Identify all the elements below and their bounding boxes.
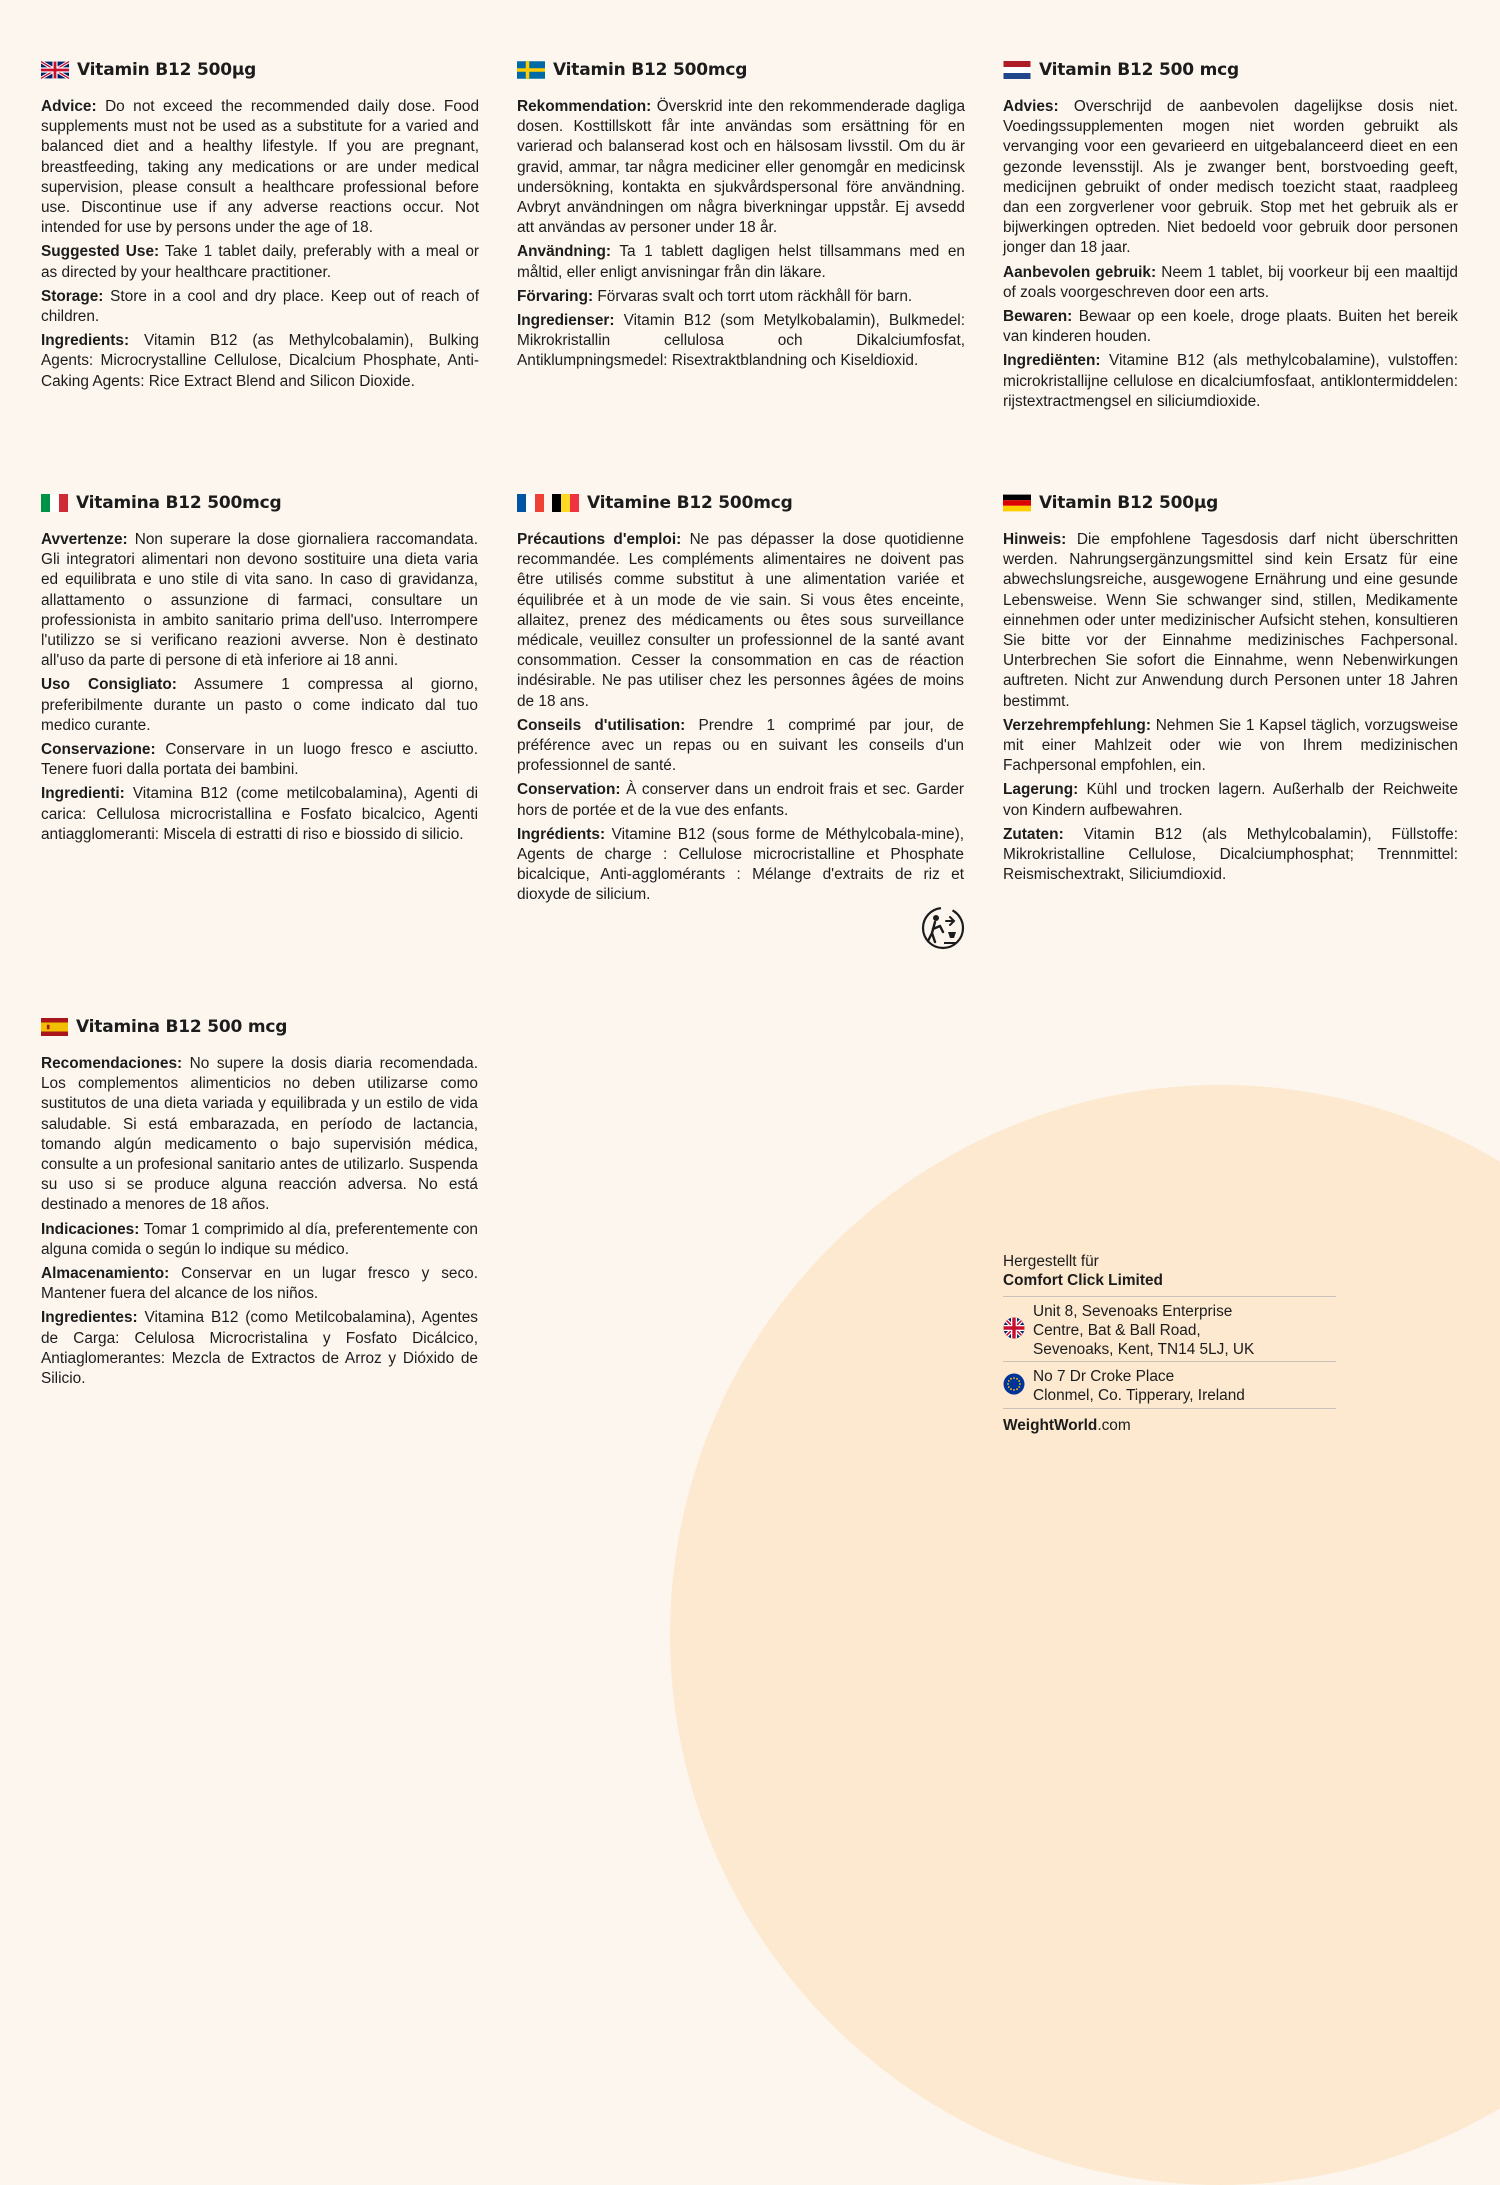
- section-italian: [41, 488, 478, 849]
- france-flag-icon: [517, 494, 544, 512]
- sweden-flag-icon: [517, 61, 545, 79]
- storage-paragraph: Förvaring: Förvaras svalt och torrt utom räckhåll för barn.: [517, 287, 913, 305]
- use-paragraph: Verzehrempfehlung: Nehmen Sie 1 Kapsel täglich, vorzugsweise mit einer Mahlzeit oder wie von Ihrem medizinischen Fachpersonal empfohlen, ein.: [1003, 716, 1459, 775]
- use-paragraph: Användning: Ta 1 tablett dagligen helst tillsammans med en måltid, eller enligt anvisningar från din läkare.: [517, 243, 965, 281]
- ingredients-paragraph: Zutaten: Vitamin B12 (als Methylcobalamin), Füllstoffe: Mikrokristalline Cellulose, Dicalciumphosphat; Trennmittel: Reismischextrakt, Siliciumdioxid.: [1003, 825, 1458, 884]
- section-title: Vitamin B12 500 mcg: [1039, 60, 1239, 80]
- address-line: No 7 Dr Croke Place: [1033, 1368, 1175, 1385]
- ingredients-paragraph: Ingredienser: Vitamin B12 (som Metylkobalamin), Bulkmedel: Mikrokristallin cellulosa och Dikalciumfosfat, Antiklumpningsmedel: Risextraktblandning och Kiseldioxid.: [517, 312, 965, 370]
- made-for-label: Hergestellt für: [1003, 1253, 1099, 1270]
- advice-paragraph: Advies: Overschrijd de aanbevolen dagelijkse dosis niet. Voedingssupplementen mogen niet worden gebruikt als vervanging voor een gevarieerd en uitgebalanceerd dieet en een gezonde levensstijl. Als je zwanger bent, borstvoeding geeft, medicijnen gebruikt of onder medisch toezicht staat, raadpleeg dan een zorgverlener voor gebruik. Stop met het gebruik als er bijwerkingen optreden. Niet bedoeld voor gebruik door personen jonger dan 18 jaar.: [1003, 98, 1458, 257]
- belgium-flag-icon: [552, 494, 579, 512]
- section-french: [517, 488, 964, 910]
- section-title-row: [1003, 55, 1458, 85]
- section-title-row: [517, 55, 965, 85]
- section-title: Vitamin B12 500µg: [1039, 493, 1219, 513]
- uk-address: [1033, 1302, 1254, 1359]
- uk-address-row: [1003, 1296, 1336, 1361]
- uk-flag-icon: [41, 61, 69, 79]
- ingredients-paragraph: Ingredients: Vitamin B12 (as Methylcobalamin), Bulking Agents: Microcrystalline Cellulose, Dicalcium Phosphate, Anti-Caking Agents: Rice Extract Blend and Silicon Dioxide.: [41, 332, 479, 390]
- ie-address: [1033, 1367, 1245, 1405]
- advice-paragraph: Rekommendation: Överskrid inte den rekommenderade dagliga dosen. Kosttillskott får inte användas som ersättning för en varierad och balanserad kost och en hälsosam livsstil. Om du är gravid, ammar, tar några mediciner eller genomgår en medicinsk undersökning, kontakta en sjukvårdspersonal före användning. Avbryt användningen om några biverkningar uppstår. Ej avsedd att användas av personer under 18 år.: [517, 98, 966, 237]
- use-paragraph: Indicaciones: Tomar 1 comprimido al día, preferentemente con alguna comida o según lo indique su médico.: [41, 1220, 478, 1258]
- section-swedish: [517, 55, 965, 376]
- advice-paragraph: Précautions d'emploi: Ne pas dépasser la dose quotidienne recommandée. Les compléments alimentaires ne doivent pas être utilisés comme substitut à une alimentation variée et équilibrée et à un mode de vie sain. Si vous êtes enceinte, allaitez, prenez des médicaments ou êtes sous surveillance médicale, veuillez consulter un professionnel de la santé avant consommation. Cesser la consommation en cas de réaction indésirable. Ne pas utiliser chez les personnes âgées de moins de 18 ans.: [517, 531, 964, 710]
- section-title-row: [41, 1012, 478, 1042]
- use-paragraph: Aanbevolen gebruik: Neem 1 tablet, bij voorkeur bij een maaltijd of zoals voorgeschreven door een arts.: [1003, 263, 1458, 301]
- ingredients-paragraph: Ingredienti: Vitamina B12 (come metilcobalamina), Agenti di carica: Cellulosa microcristallina e Fosfato bicalcico, Agenti antiagglomeranti: Miscela di estratti di riso e biossido di silicio.: [41, 785, 478, 843]
- brand-url: WeightWorld.com: [1003, 1417, 1131, 1434]
- ie-address-row: [1003, 1361, 1336, 1409]
- netherlands-flag-icon: [1003, 61, 1031, 79]
- storage-paragraph: Bewaren: Bewaar op een koele, droge plaats. Buiten het bereik van kinderen houden.: [1003, 308, 1459, 346]
- use-paragraph: Suggested Use: Take 1 tablet daily, preferably with a meal or as directed by your healthcare practitioner.: [41, 243, 480, 281]
- storage-paragraph: Conservation: À conserver dans un endroit frais et sec. Garder hors de portée et de la vue des enfants.: [517, 781, 965, 819]
- use-paragraph: Uso Consigliato: Assumere 1 compressa al giorno, preferibilmente durante un pasto o come indicato dal tuo medico curante.: [41, 676, 478, 734]
- advice-paragraph: Recomendaciones: No supere la dosis diaria recomendada. Los complementos alimenticios no deben utilizarse como sustitutos de una dieta variada y equilibrada y un estilo de vida saludable. Si está embarazada, en período de lactancia, tomando algún medicamento o bajo supervisión médica, consulte a un profesional sanitario antes de utilizarlo. Suspenda su uso si se produce alguna reacción adversa. No está destinado a menores de 18 años.: [41, 1055, 478, 1214]
- uk-flag-icon: [1003, 1317, 1025, 1344]
- ingredients-paragraph: Ingrediënten: Vitamine B12 (als methylcobalamine), vulstoffen: microkristallijne cellulose en dicalciumfosfaat, antiklontermiddelen: rijstextractmengsel en siliciumdioxide.: [1003, 352, 1458, 410]
- section-title: Vitamina B12 500 mcg: [76, 1017, 288, 1037]
- spain-flag-icon: [41, 1018, 68, 1036]
- triman-recycle-icon: [920, 905, 966, 956]
- address-line: Unit 8, Sevenoaks Enterprise: [1033, 1303, 1233, 1320]
- address-line: Sevenoaks, Kent, TN14 5LJ, UK: [1033, 1341, 1255, 1358]
- section-dutch: [1003, 55, 1458, 416]
- section-german: [1003, 488, 1458, 889]
- section-title: Vitamin B12 500µg: [77, 60, 257, 80]
- italy-flag-icon: [41, 494, 68, 512]
- address-line: Clonmel, Co. Tipperary, Ireland: [1033, 1387, 1245, 1404]
- section-title: Vitamina B12 500mcg: [76, 493, 282, 513]
- manufacturer-address-block: [1003, 1252, 1336, 1435]
- section-title: Vitamine B12 500mcg: [587, 493, 793, 513]
- section-title-row: [1003, 488, 1458, 518]
- address-line: Centre, Bat & Ball Road,: [1033, 1322, 1201, 1339]
- section-title-row: [41, 55, 479, 85]
- use-paragraph: Conseils d'utilisation: Prendre 1 comprimé par jour, de préférence avec un repas ou en suivant les conseils d'un professionnel de santé.: [517, 716, 964, 775]
- advice-paragraph: Advice: Do not exceed the recommended daily dose. Food supplements must not be used as a substitute for a varied and balanced diet and a healthy lifestyle. If you are pregnant, breastfeeding, taking any medications or are under medical supervision, please consult a healthcare professional before use. Discontinue use if any adverse reactions occur. Not intended for use by persons under the age of 18.: [41, 98, 479, 237]
- eu-flag-icon: [1003, 1373, 1025, 1400]
- company-name: Comfort Click Limited: [1003, 1272, 1163, 1289]
- section-spanish: [41, 1012, 478, 1393]
- section-title-row: [41, 488, 478, 518]
- section-title: Vitamin B12 500mcg: [553, 60, 748, 80]
- section-title-row: [517, 488, 964, 518]
- storage-paragraph: Storage: Store in a cool and dry place. Keep out of reach of children.: [41, 287, 479, 326]
- advice-paragraph: Hinweis: Die empfohlene Tagesdosis darf nicht überschritten werden. Nahrungsergänzungsmittel sind kein Ersatz für eine abwechslungsreiche, ausgewogene Ernährung und eine gesunde Lebensweise. Wenn Sie schwanger sind, stillen, Medikamente einnehmen oder unter medizinischer Aufsicht stehen, konsultieren Sie bitte vor der Einnahme medizinisches Fachpersonal. Unterbrechen Sie sofort die Einnahme, wenn Nebenwirkungen auftreten. Nicht zur Anwendung durch Personen unter 18 Jahren bestimmt.: [1003, 531, 1458, 710]
- advice-paragraph: Avvertenze: Non superare la dose giornaliera raccomandata. Gli integratori alimentari non devono sostituire una dieta varia ed equilibrata e uno stile di vita sano. In caso di gravidanza, allattamento o assunzione di farmaci, consultare un professionista in ambito sanitario prima dell'uso. Interrompere l'utilizzo se si verificano reazioni avverse. Non è destinato all'uso da parte di persone di età inferiore ai 18 anni.: [41, 531, 478, 670]
- ingredients-paragraph: Ingrédients: Vitamine B12 (sous forme de Méthylcobala-mine), Agents de charge : Cellulose microcristalline et Phosphate bicalcique, Anti-agglomérants : Mélange d'extraits de riz et dioxyde de silicium.: [517, 825, 964, 904]
- storage-paragraph: Conservazione: Conservare in un luogo fresco e asciutto. Tenere fuori dalla portata dei bambini.: [41, 741, 478, 779]
- decorative-circle: [670, 1085, 1500, 2185]
- section-english: [41, 55, 479, 396]
- storage-paragraph: Almacenamiento: Conservar en un lugar fresco y seco. Mantener fuera del alcance de los niños.: [41, 1265, 478, 1303]
- ingredients-paragraph: Ingredientes: Vitamina B12 (como Metilcobalamina), Agentes de Carga: Celulosa Microcristalina y Fosfato Dicálcico, Antiaglomerantes: Mezcla de Extractos de Arroz y Dióxido de Silicio.: [41, 1309, 478, 1388]
- storage-paragraph: Lagerung: Kühl und trocken lagern. Außerhalb der Reichweite von Kindern aufbewahren.: [1003, 781, 1458, 819]
- germany-flag-icon: [1003, 494, 1031, 512]
